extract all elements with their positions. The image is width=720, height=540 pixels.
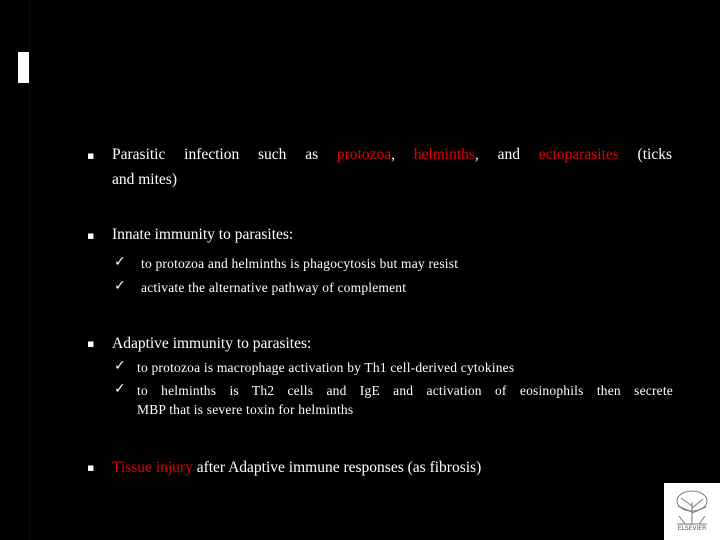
bullet2-item-1: to protozoa and helminths is phagocytosis but may resist bbox=[141, 256, 459, 271]
bullet3-item-2-line1: to helminths is Th2 cells and IgE and activation of eosinophils then secrete bbox=[137, 383, 673, 398]
bullet4-line bbox=[112, 456, 481, 479]
bullet3-item-1: to protozoa is macrophage activation by Th1 cell-derived cytokines bbox=[137, 360, 515, 375]
bullet2-heading: Innate immunity to parasites: bbox=[112, 226, 294, 243]
bullet1-line2: and mites) bbox=[112, 171, 177, 188]
tree-icon bbox=[669, 488, 715, 532]
elsevier-logo bbox=[664, 483, 720, 540]
bullet4-rest: after Adaptive immune responses (as fibrosis) bbox=[192, 459, 482, 476]
bullet1-seg-6: (ticks bbox=[618, 146, 672, 163]
bullet2-item-2: activate the alternative pathway of complement bbox=[141, 280, 407, 295]
bullet1-seg-2: , bbox=[391, 146, 414, 163]
bullet1-line1 bbox=[112, 145, 672, 165]
bullet3-item-2-line2: MBP that is severe toxin for helminths bbox=[137, 402, 354, 417]
corner-accent-bar bbox=[18, 52, 29, 83]
check-icon: ✓ bbox=[114, 381, 126, 397]
logo-text: ELSEVIER bbox=[677, 525, 707, 532]
bullet-marker: ▪ bbox=[87, 149, 95, 162]
bullet1-seg-helminths: helminths bbox=[413, 146, 475, 163]
bullet1-seg-protozoa: protozoa bbox=[336, 146, 392, 163]
bullet1-seg-ectoparasites: ectoparasites bbox=[538, 146, 619, 163]
bullet-marker: ▪ bbox=[87, 337, 95, 350]
bullet1-seg-0: Parasitic infection such as bbox=[112, 146, 337, 163]
check-icon: ✓ bbox=[114, 278, 126, 294]
bullet3-heading: Adaptive immunity to parasites: bbox=[112, 335, 312, 352]
bullet-marker: ▪ bbox=[87, 229, 95, 242]
check-icon: ✓ bbox=[114, 358, 126, 374]
bullet4-tissue-injury: Tissue injury bbox=[112, 459, 193, 476]
bullet-marker: ▪ bbox=[87, 461, 95, 474]
check-icon: ✓ bbox=[114, 254, 126, 270]
bullet1-seg-4: , and bbox=[474, 146, 539, 163]
